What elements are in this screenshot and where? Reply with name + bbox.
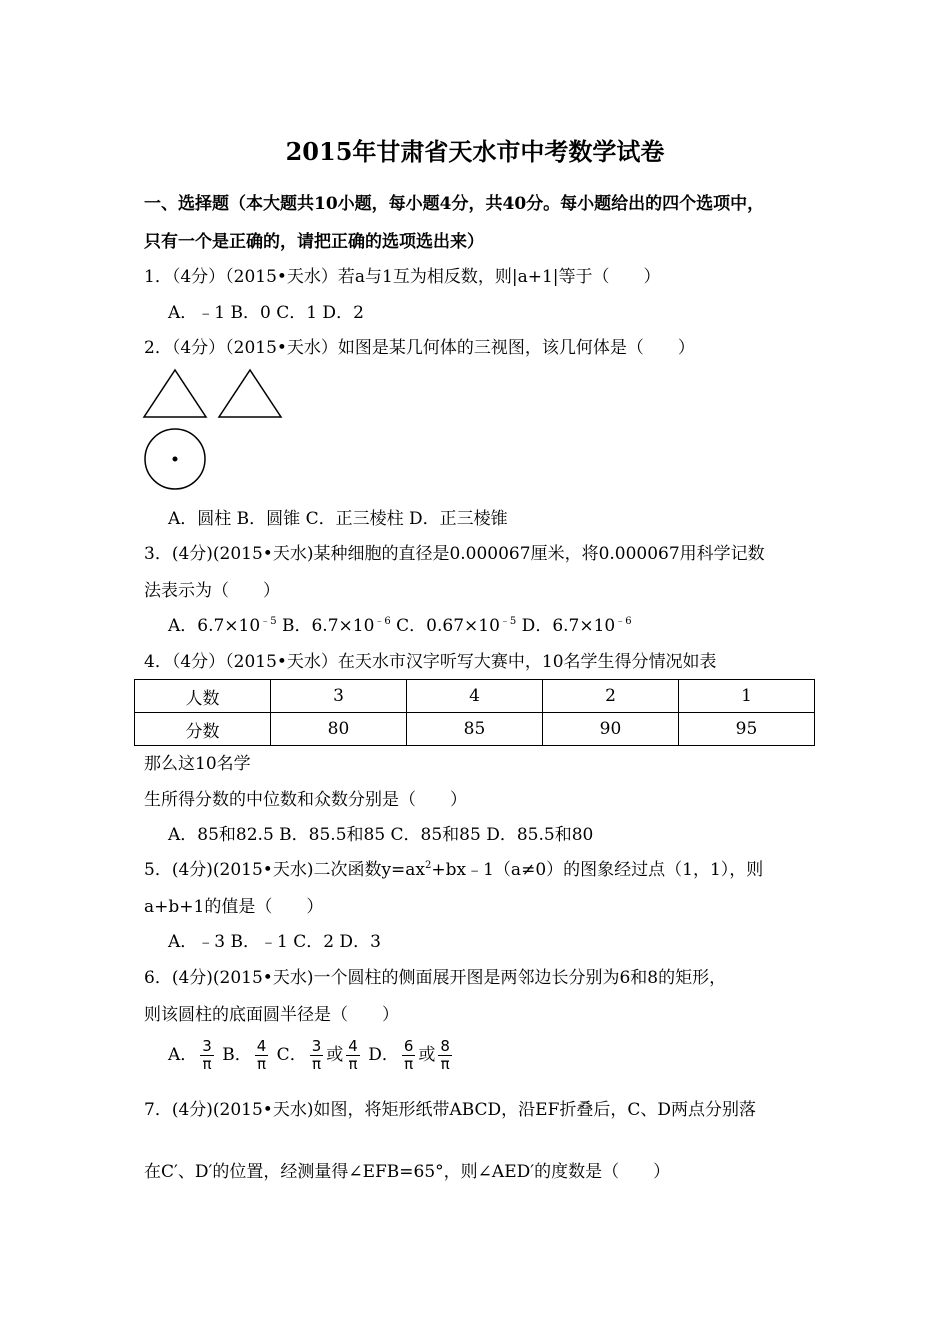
q3-option-a-exponent: ﹣5 xyxy=(260,616,277,627)
q2-stem: 2．（4分）（2015•天水）如图是某几何体的三视图，该几何体是（ ） xyxy=(144,338,695,358)
table-cell: 4 xyxy=(407,680,543,713)
q3-option-b-exponent: ﹣6 xyxy=(374,616,391,627)
q6-fraction-b xyxy=(255,1038,269,1073)
q6-or-c: 或 xyxy=(326,1045,344,1065)
q3-stem-line1: 3．(4分)(2015•天水)某种细胞的直径是0.000067厘米，将0.000067用科学记数 xyxy=(144,544,765,564)
fraction-denominator: π xyxy=(348,1055,358,1073)
table-cell: 90 xyxy=(543,713,679,746)
score-table xyxy=(134,679,815,746)
table-row xyxy=(135,713,815,746)
q4-after-line2: 生所得分数的中位数和众数分别是（ ） xyxy=(144,790,467,810)
q6-label-c: C． xyxy=(271,1045,307,1065)
q1-stem: 1．（4分）（2015•天水）若a与1互为相反数，则|a+1|等于（ ） xyxy=(144,267,661,287)
q3-option-d: D．6.7×10 xyxy=(516,616,616,636)
fraction-numerator: 3 xyxy=(202,1037,212,1055)
q5-stem-line1 xyxy=(144,855,763,880)
q3-option-b: B．6.7×10 xyxy=(276,616,375,636)
q1-options: A．﹣1 B．0 C．1 D．2 xyxy=(168,303,364,323)
fraction-numerator: 8 xyxy=(440,1037,450,1055)
table-cell: 85 xyxy=(407,713,543,746)
fraction-denominator: π xyxy=(202,1055,212,1073)
table-row-label: 分数 xyxy=(135,713,271,746)
q6-fraction-c2 xyxy=(346,1038,360,1073)
fraction-numerator: 4 xyxy=(256,1037,267,1055)
q3-option-d-exponent: ﹣6 xyxy=(615,616,632,627)
q6-or-d: 或 xyxy=(418,1045,436,1065)
section-heading-line1: 一、选择题（本大题共10小题，每小题4分，共40分。每小题给出的四个选项中， xyxy=(144,194,765,214)
q3-options xyxy=(168,611,632,636)
q5-stem-part2: +bx﹣1（a≠0）的图象经过点（1，1），则 xyxy=(431,860,764,880)
table-cell: 80 xyxy=(271,713,407,746)
q5-stem-exponent: 2 xyxy=(425,860,432,871)
q7-stem-line1: 7．(4分)(2015•天水)如图，将矩形纸带ABCD，沿EF折叠后，C、D两点分别落 xyxy=(144,1100,757,1120)
q6-stem-line2: 则该圆柱的底面圆半径是（ ） xyxy=(144,1005,399,1025)
q5-options: A．﹣3 B．﹣1 C．2 D．3 xyxy=(168,932,381,952)
q4-options: A．85和82.5 B．85.5和85 C．85和85 D．85.5和80 xyxy=(168,825,594,845)
table-row xyxy=(135,680,815,713)
side-view-triangle xyxy=(219,370,281,417)
fraction-denominator: π xyxy=(440,1055,450,1073)
q6-fraction-c1 xyxy=(310,1038,324,1073)
fraction-numerator: 3 xyxy=(311,1037,322,1055)
q6-label-b: B． xyxy=(216,1045,252,1065)
table-cell: 2 xyxy=(543,680,679,713)
table-cell: 95 xyxy=(679,713,815,746)
front-view-triangle xyxy=(144,370,206,417)
q4-after-line1: 那么这10名学 xyxy=(144,754,251,774)
table-cell: 1 xyxy=(679,680,815,713)
q6-fraction-a xyxy=(200,1038,214,1073)
top-view-center-dot xyxy=(173,457,178,462)
q4-stem: 4．（4分）（2015•天水）在天水市汉字听写大赛中，10名学生得分情况如表 xyxy=(144,652,717,672)
three-view-figure xyxy=(140,362,290,492)
q6-options xyxy=(168,1038,455,1073)
fraction-denominator: π xyxy=(404,1055,414,1073)
table-cell: 3 xyxy=(271,680,407,713)
page-title: 2015年甘肃省天水市中考数学试卷 xyxy=(285,137,665,166)
q5-stem-part1: 5．(4分)(2015•天水)二次函数y=ax xyxy=(144,860,426,880)
fraction-denominator: π xyxy=(311,1055,321,1073)
q3-option-c: C．0.67×10 xyxy=(390,616,500,636)
q7-stem-line2: 在C′、D′的位置，经测量得∠EFB=65°，则∠AED′的度数是（ ） xyxy=(144,1162,671,1182)
q3-option-a: A．6.7×10 xyxy=(168,616,261,636)
q6-fraction-d2 xyxy=(438,1038,452,1073)
q2-options: A．圆柱 B．圆锥 C．正三棱柱 D．正三棱锥 xyxy=(168,509,508,529)
q5-stem-line2: a+b+1的值是（ ） xyxy=(144,897,324,917)
q6-label-d: D． xyxy=(362,1045,399,1065)
q6-fraction-d1 xyxy=(402,1038,416,1073)
table-row-label: 人数 xyxy=(135,680,271,713)
fraction-numerator: 4 xyxy=(348,1037,358,1055)
q6-label-a: A． xyxy=(168,1045,198,1065)
q3-stem-line2: 法表示为（ ） xyxy=(144,581,280,601)
fraction-numerator: 6 xyxy=(403,1037,414,1055)
fraction-denominator: π xyxy=(256,1055,267,1073)
section-heading-line2: 只有一个是正确的，请把正确的选项选出来） xyxy=(144,232,484,252)
q3-option-c-exponent: ﹣5 xyxy=(499,616,517,627)
q6-stem-line1: 6．(4分)(2015•天水)一个圆柱的侧面展开图是两邻边长分别为6和8的矩形， xyxy=(144,968,727,988)
